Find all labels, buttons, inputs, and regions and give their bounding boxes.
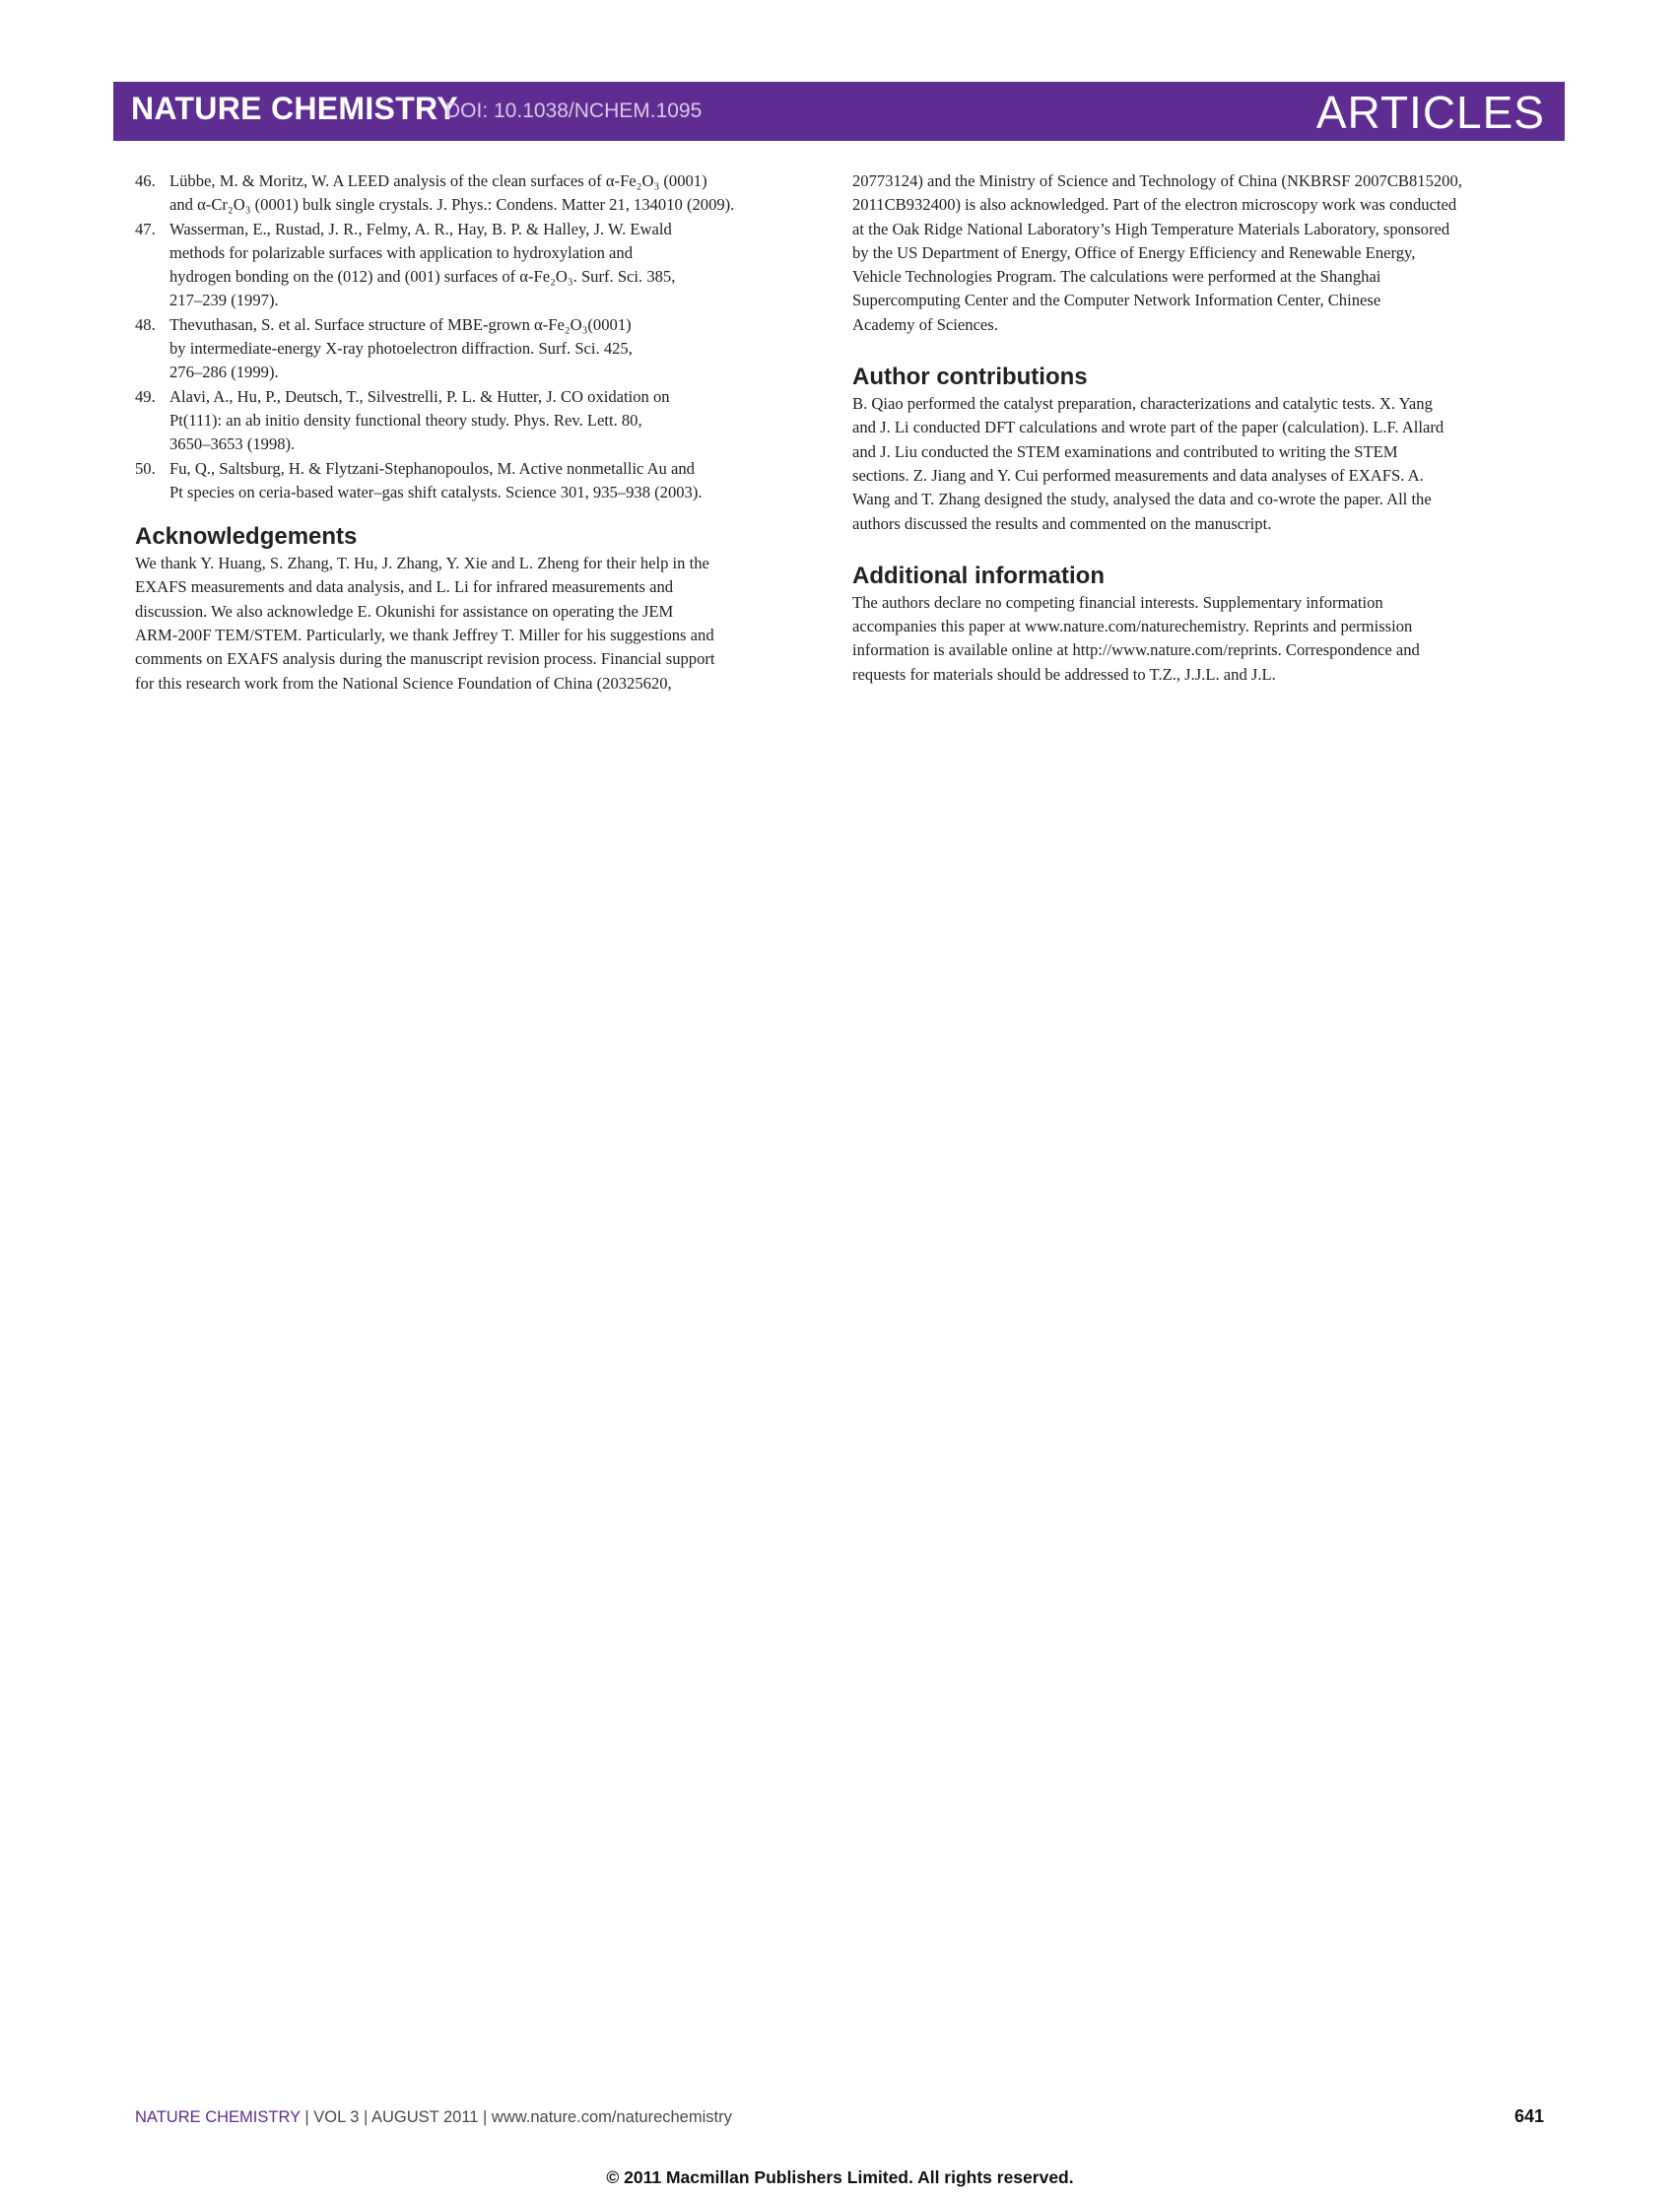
reference-number: 48. — [135, 314, 156, 334]
reference-line: Pt species on ceria-based water–gas shift catalysts. Science 301, 935–938 (2003). — [169, 482, 703, 501]
footer-journal-name: NATURE CHEMISTRY — [135, 2108, 301, 2126]
author-contributions-text — [852, 392, 1542, 536]
paragraph-line: comments on EXAFS analysis during the manuscript revision process. Financial support — [135, 649, 715, 669]
paragraph-line: EXAFS measurements and data analysis, and L. Li for infrared measurements and — [135, 577, 674, 597]
additional-information-heading: Additional information — [852, 562, 1105, 589]
page-number: 641 — [1513, 2106, 1544, 2126]
paragraph-line: sections. Z. Jiang and Y. Cui performed measurements and data analyses of EXAFS. A. — [852, 465, 1424, 485]
paragraph-line: 2011CB932400) is also acknowledged. Part of the electron microscopy work was conducted — [852, 195, 1457, 215]
reference-line: by intermediate-energy X-ray photoelectron diffraction. Surf. Sci. 425, — [169, 339, 633, 359]
reference-line: and α-Cr₂O₃ (0001) bulk single crystals. J. Phys.: Condens. Matter 21, 134010 (2009). — [169, 195, 735, 215]
acknowledgements-text — [135, 552, 825, 696]
section-label: ARTICLES — [1315, 87, 1545, 138]
reference-line: hydrogen bonding on the (012) and (001) surfaces of α-Fe₂O₃. Surf. Sci. 385, — [169, 267, 676, 287]
paragraph-line: authors discussed the results and commented on the manuscript. — [852, 513, 1272, 533]
paragraph-line: We thank Y. Huang, S. Zhang, T. Hu, J. Zhang, Y. Xie and L. Zheng for their help in the — [135, 554, 709, 573]
reference-line: methods for polarizable surfaces with application to hydroxylation and — [169, 242, 634, 262]
paragraph-line: B. Qiao performed the catalyst preparation, characterizations and catalytic tests. X. Yang — [852, 394, 1433, 414]
acknowledgements-heading: Acknowledgements — [135, 523, 358, 551]
reference-item-50 — [135, 457, 825, 505]
reference-item-46 — [135, 169, 825, 218]
reference-number: 49. — [135, 386, 156, 406]
paragraph-line: 20773124) and the Ministry of Science and Technology of China (NKBRSF 2007CB815200, — [852, 171, 1462, 190]
acknowledgements-continued-text — [852, 169, 1542, 337]
reference-line: Alavi, A., Hu, P., Deutsch, T., Silvestrelli, P. L. & Hutter, J. CO oxidation on — [169, 386, 670, 406]
journal-name: NATURE CHEMISTRY — [131, 91, 458, 126]
paragraph-line: Supercomputing Center and the Computer Network Information Center, Chinese — [852, 291, 1381, 310]
copyright-notice: © 2011 Macmillan Publishers Limited. All rights reserved. — [606, 2167, 1074, 2187]
reference-item-47 — [135, 218, 825, 313]
paragraph-line: Academy of Sciences. — [852, 314, 998, 334]
additional-information-text — [852, 591, 1542, 687]
paragraph-line: at the Oak Ridge National Laboratory’s High Temperature Materials Laboratory, sponsored — [852, 219, 1450, 238]
reference-line: Wasserman, E., Rustad, J. R., Felmy, A. R., Hay, B. P. & Halley, J. W. Ewald — [169, 219, 672, 238]
paragraph-line: ARM-200F TEM/STEM. Particularly, we thank Jeffrey T. Miller for his suggestions and — [135, 626, 714, 645]
paragraph-line: The authors declare no competing financial interests. Supplementary information — [852, 592, 1383, 612]
reference-number: 46. — [135, 171, 156, 190]
paragraph-line: accompanies this paper at www.nature.com/naturechemistry. Reprints and permission — [852, 617, 1413, 636]
reference-list — [135, 169, 825, 504]
right-column — [852, 169, 1542, 687]
paragraph-line: discussion. We also acknowledge E. Okunishi for assistance on operating the JEM — [135, 601, 674, 621]
reference-line: Pt(111): an ab initio density functional theory study. Phys. Rev. Lett. 80, — [169, 410, 642, 430]
left-column — [135, 169, 825, 696]
paragraph-line: information is available online at http://www.nature.com/reprints. Correspondence and — [852, 640, 1420, 660]
author-contributions-heading: Author contributions — [852, 364, 1088, 391]
reference-line: 276–286 (1999). — [169, 363, 279, 382]
reference-line: Thevuthasan, S. et al. Surface structure of MBE-grown α-Fe₂O₃(0001) — [169, 314, 632, 334]
paragraph-line: for this research work from the National Science Foundation of China (20325620, — [135, 673, 672, 693]
reference-number: 47. — [135, 219, 156, 238]
page-footer — [135, 2108, 1544, 2127]
reference-line: Fu, Q., Saltsburg, H. & Flytzani-Stephanopoulos, M. Active nonmetallic Au and — [169, 458, 695, 478]
footer-issue-details: | VOL 3 | AUGUST 2011 | www.nature.com/naturechemistry — [300, 2108, 732, 2126]
paragraph-line: Wang and T. Zhang designed the study, analysed the data and co-wrote the paper. All the — [852, 490, 1432, 509]
reference-line: 217–239 (1997). — [169, 291, 279, 310]
paragraph-line: requests for materials should be addressed to T.Z., J.J.L. and J.L. — [852, 664, 1276, 684]
reference-line: Lübbe, M. & Moritz, W. A LEED analysis of the clean surfaces of α-Fe₂O₃ (0001) — [169, 171, 707, 190]
paragraph-line: and J. Liu conducted the STEM examinations and contributed to writing the STEM — [852, 441, 1398, 461]
reference-item-48 — [135, 313, 825, 385]
article-doi: DOI: 10.1038/NCHEM.1095 — [445, 100, 703, 122]
paragraph-line: Vehicle Technologies Program. The calculations were performed at the Shanghai — [852, 267, 1381, 287]
reference-line: 3650–3653 (1998). — [169, 434, 296, 454]
journal-header-banner — [113, 82, 1565, 141]
paragraph-line: and J. Li conducted DFT calculations and wrote part of the paper (calculation). L.F. Allard — [852, 418, 1445, 437]
reference-item-49 — [135, 385, 825, 457]
reference-number: 50. — [135, 458, 156, 478]
paragraph-line: by the US Department of Energy, Office of Energy Efficiency and Renewable Energy, — [852, 242, 1416, 262]
